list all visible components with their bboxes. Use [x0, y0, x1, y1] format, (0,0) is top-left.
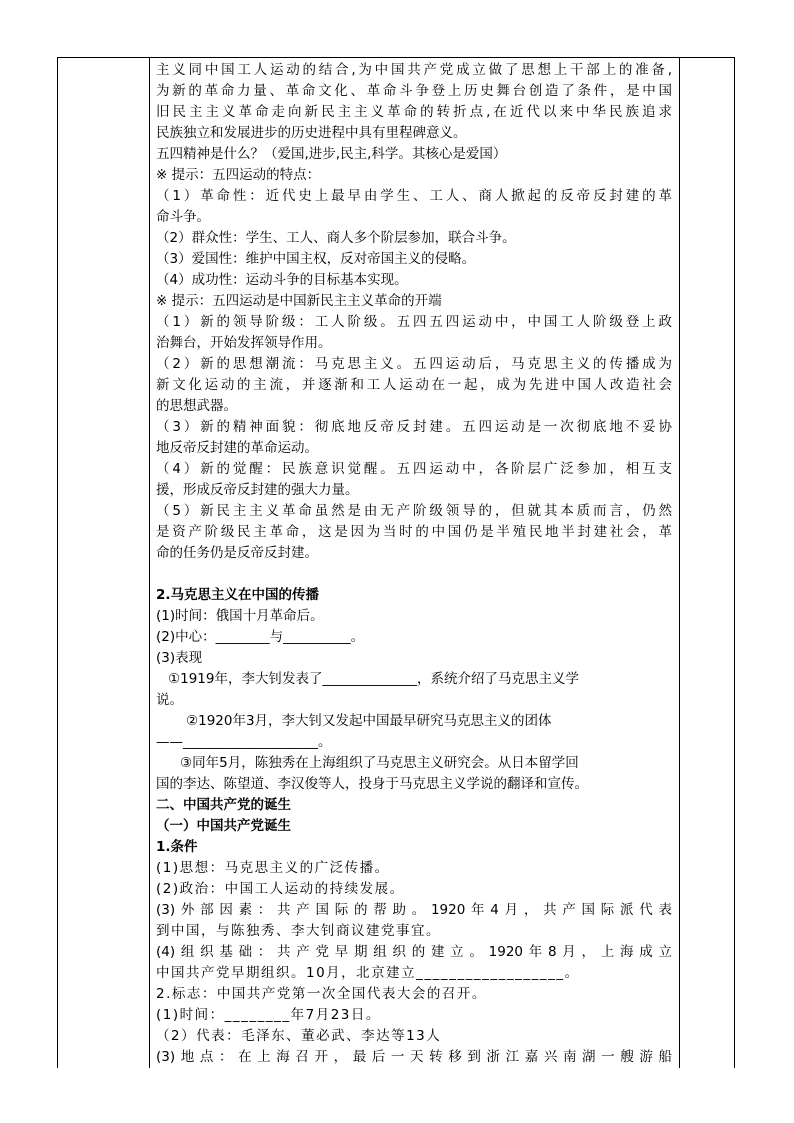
- table-content-cell: [156, 60, 672, 1068]
- text-line: 的思想武器。: [156, 398, 237, 414]
- text-line: 治舞台，开始发挥领导作用。: [156, 335, 332, 351]
- text-line: (3)地点：在上海召开，最后一天转移到浙江嘉兴南湖一艘游船: [156, 1049, 672, 1065]
- text-line: 2.马克思主义在中国的传播: [156, 587, 320, 603]
- text-line: （2）代表：毛泽东、董必武、李达等13人: [156, 1028, 442, 1044]
- text-line: （1）新的领导阶级：工人阶级。五四五四运动中，中国工人阶级登上政: [156, 314, 672, 330]
- document-page: [57, 57, 735, 1067]
- text-line: 援，形成反帝反封建的强大力量。: [156, 482, 359, 498]
- text-line: (1)时间：俄国十月革命后。: [156, 608, 324, 624]
- text-line: 二、中国共产党的诞生: [156, 797, 291, 813]
- table-column-divider: [679, 58, 680, 1068]
- text-line: (1)思想：马克思主义的广泛传播。: [156, 860, 390, 876]
- text-line: 是资产阶级民主革命，这是因为当时的中国仍是半殖民地半封建社会，革: [156, 524, 672, 540]
- text-line: （3）爱国性：维护中国主权，反对帝国主义的侵略。: [156, 251, 476, 267]
- text-line: 地反帝反封建的革命运动。: [156, 440, 318, 456]
- text-line: （一）中国共产党诞生: [156, 818, 291, 834]
- text-line: 1.条件: [156, 839, 198, 855]
- text-line: 主义同中国工人运动的结合,为中国共产党成立做了思想上干部上的准备,: [156, 62, 672, 78]
- text-line: （2）新的思想潮流：马克思主义。五四运动后，马克思主义的传播成为: [156, 356, 672, 372]
- text-line: 国的李达、陈望道、李汉俊等人，投身于马克思主义学说的翻译和宣传。: [156, 776, 588, 792]
- text-line: 命的任务仍是反帝反封建。: [156, 545, 318, 561]
- text-line: 命斗争。: [156, 209, 210, 225]
- text-line: 说。: [156, 692, 183, 708]
- text-line: ※ 提示：五四运动的特点：: [156, 167, 321, 183]
- text-line: （1）革命性：近代史上最早由学生、工人、商人掀起的反帝反封建的革: [156, 188, 672, 204]
- text-line: （2）群众性：学生、工人、商人多个阶层参加，联合斗争。: [156, 230, 516, 246]
- text-line: ①1919年，李大钊发表了______________，系统介绍了马克思主义学: [168, 671, 579, 687]
- text-line: ※ 提示：五四运动是中国新民主主义革命的开端: [156, 293, 442, 309]
- text-line: 到中国，与陈独秀、李大钊商议建党事宜。: [156, 923, 441, 939]
- text-line: 新文化运动的主流，并逐渐和工人运动在一起，成为先进中国人改造社会: [156, 377, 672, 393]
- text-line: (3)表现: [156, 650, 203, 666]
- blank-line: [156, 564, 672, 585]
- text-line: ③同年5月，陈独秀在上海组织了马克思主义研究会。从日本留学回: [180, 755, 579, 771]
- table-column-divider: [149, 58, 150, 1068]
- text-line: 民族独立和发展进步的历史进程中具有里程碑意义。: [156, 125, 467, 141]
- text-line: 为新的革命力量、革命文化、革命斗争登上历史舞台创造了条件，是中国: [156, 83, 672, 99]
- text-line: (2)政治：中国工人运动的持续发展。: [156, 881, 405, 897]
- text-line: ②1920年3月，李大钊又发起中国最早研究马克思主义的团体: [186, 713, 552, 729]
- text-line: （4）成功性：运动斗争的目标基本实现。: [156, 272, 408, 288]
- text-line: ——____________________。: [156, 734, 332, 750]
- text-line: (4)组织基础：共产党早期组织的建立。1920年8月，上海成立: [156, 944, 672, 960]
- text-line: 五四精神是什么？（爱国,进步,民主,科学。其核心是爱国）: [156, 146, 507, 162]
- text-line: 中国共产党早期组织。10月，北京建立__________________。: [156, 965, 580, 981]
- text-line: 2.标志：中国共产党第一次全国代表大会的召开。: [156, 986, 487, 1002]
- text-line: (1)时间：________年7月23日。: [156, 1007, 381, 1023]
- text-line: （3）新的精神面貌：彻底地反帝反封建。五四运动是一次彻底地不妥协: [156, 419, 672, 435]
- text-line: （4）新的觉醒：民族意识觉醒。五四运动中，各阶层广泛参加，相互支: [156, 461, 672, 477]
- text-line: 旧民主主义革命走向新民主主义革命的转折点,在近代以来中华民族追求: [156, 104, 672, 120]
- text-line: (3)外部因素：共产国际的帮助。1920年4月，共产国际派代表: [156, 902, 672, 918]
- text-line: （5）新民主主义革命虽然是由无产阶级领导的，但就其本质而言，仍然: [156, 503, 672, 519]
- text-line: (2)中心：________与__________。: [156, 629, 365, 645]
